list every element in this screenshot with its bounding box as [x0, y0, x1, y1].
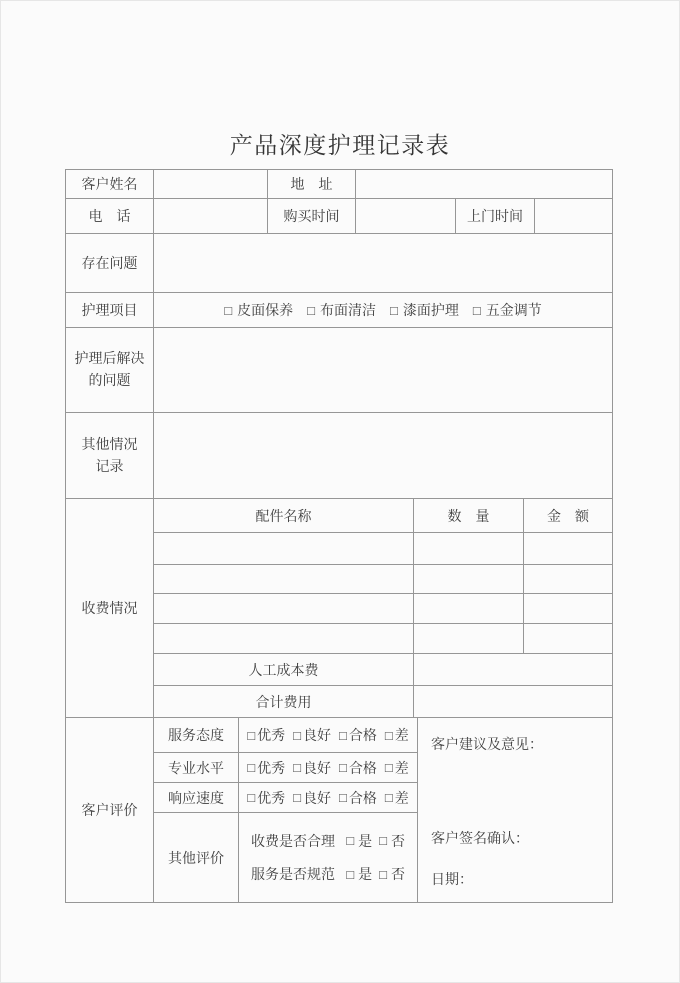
page-title: 产品深度护理记录表	[229, 132, 451, 158]
rating-option-pass[interactable]	[339, 725, 377, 745]
checkbox-icon[interactable]: □	[384, 790, 393, 805]
checkbox-icon[interactable]: □	[346, 866, 355, 882]
checkbox-icon[interactable]: □	[307, 302, 315, 318]
checkbox-icon[interactable]: □	[247, 760, 256, 775]
checkbox-icon[interactable]: □	[390, 302, 398, 318]
charges-subtable	[153, 499, 612, 717]
charges-section-label: 收费情况	[81, 600, 138, 616]
care-option-label: 布面清洁	[320, 302, 376, 318]
after-care-label-line1: 护理后解决	[74, 350, 145, 367]
amount-header: 金 额	[523, 499, 612, 532]
charge-reasonable-options	[339, 831, 405, 851]
care-option-label: 皮面保养	[237, 302, 294, 318]
checkbox-icon[interactable]: □	[293, 727, 301, 743]
rating-option-good[interactable]	[293, 725, 331, 745]
quantity-input[interactable]	[413, 533, 523, 564]
rating-option-label: 优秀	[257, 727, 286, 743]
quantity-header: 数 量	[413, 499, 523, 532]
signature-label: 客户签名确认：	[431, 830, 529, 846]
rating-option-good[interactable]	[293, 758, 331, 778]
accessory-row	[154, 593, 612, 623]
checkbox-icon[interactable]: □	[247, 727, 256, 743]
yes-option[interactable]	[346, 831, 372, 851]
yes-label: 是	[358, 832, 373, 849]
service-attitude-label: 服务态度	[168, 727, 224, 743]
rating-row	[154, 782, 417, 812]
quantity-input[interactable]	[413, 565, 523, 593]
phone-label: 电 话	[88, 208, 131, 224]
after-care-input[interactable]	[153, 328, 612, 412]
no-option[interactable]	[379, 831, 405, 851]
rating-option-label: 合格	[348, 759, 377, 776]
accessory-name-input[interactable]	[154, 624, 413, 653]
after-care-label	[66, 328, 153, 412]
purchase-time-input[interactable]	[355, 199, 455, 233]
checkbox-icon[interactable]: □	[339, 790, 347, 805]
rating-row	[154, 718, 417, 752]
other-records-input[interactable]	[153, 413, 612, 498]
evaluation-section-label: 客户评价	[81, 802, 138, 818]
visit-time-input[interactable]	[534, 199, 612, 233]
labor-cost-input[interactable]	[413, 654, 612, 685]
amount-input[interactable]	[523, 565, 612, 593]
checkbox-icon[interactable]: □	[339, 727, 347, 743]
care-items-label: 护理项目	[81, 302, 138, 318]
service-attitude-options	[238, 718, 417, 752]
yes-label: 是	[358, 866, 373, 883]
checkbox-icon[interactable]: □	[293, 760, 301, 775]
no-label: 否	[391, 866, 405, 883]
rating-option-excellent[interactable]	[247, 758, 285, 778]
total-cost-input[interactable]	[413, 686, 612, 717]
rating-option-label: 差	[394, 759, 409, 776]
checkbox-icon[interactable]: □	[247, 790, 256, 805]
accessory-name-input[interactable]	[154, 594, 413, 623]
address-input[interactable]	[355, 170, 612, 198]
rating-option-label: 良好	[303, 727, 331, 743]
rating-option-label: 差	[394, 789, 409, 806]
after-care-label-line2: 的问题	[88, 372, 131, 388]
amount-input[interactable]	[523, 624, 612, 653]
charge-reasonable-label: 收费是否合理	[251, 832, 335, 849]
no-option[interactable]	[379, 864, 405, 884]
care-option-label: 漆面护理	[402, 302, 459, 318]
checkbox-icon[interactable]: □	[379, 833, 387, 849]
rating-option-poor[interactable]	[385, 725, 409, 745]
rating-option-label: 良好	[303, 759, 331, 776]
checkbox-icon[interactable]: □	[384, 727, 393, 743]
customer-name-input[interactable]	[153, 170, 267, 198]
care-option-leather[interactable]	[224, 300, 293, 320]
other-records-label-line2: 记录	[95, 457, 124, 474]
checkbox-icon[interactable]: □	[472, 302, 481, 318]
suggestions-label: 客户建议及意见：	[431, 736, 543, 752]
record-table	[65, 169, 613, 903]
care-option-label: 五金调节	[485, 302, 542, 318]
professional-level-options	[238, 753, 417, 782]
existing-problems-input[interactable]	[153, 234, 612, 292]
checkbox-icon[interactable]: □	[379, 866, 387, 882]
quantity-input[interactable]	[413, 624, 523, 653]
other-records-label	[66, 413, 153, 498]
amount-input[interactable]	[523, 533, 612, 564]
checkbox-icon[interactable]: □	[339, 760, 347, 775]
care-option-paint[interactable]	[390, 300, 459, 320]
labor-cost-label: 人工成本费	[248, 661, 319, 678]
accessory-name-input[interactable]	[154, 533, 413, 564]
customer-name-label: 客户姓名	[81, 176, 138, 192]
other-evaluation-label: 其他评价	[168, 849, 224, 866]
rating-row	[154, 752, 417, 782]
date-label: 日期：	[431, 871, 473, 887]
accessory-row	[154, 532, 612, 564]
rating-option-poor[interactable]	[385, 758, 409, 778]
care-option-hardware[interactable]	[473, 300, 542, 320]
evaluation-subtable	[153, 718, 417, 902]
other-evaluation-questions	[238, 813, 417, 902]
service-standard-row	[251, 864, 405, 884]
response-speed-label: 响应速度	[168, 789, 224, 806]
rating-option-label: 合格	[348, 789, 377, 806]
rating-option-pass[interactable]	[339, 788, 377, 808]
existing-problems-label: 存在问题	[81, 255, 138, 271]
service-standard-label: 服务是否规范	[251, 866, 335, 883]
rating-option-poor[interactable]	[385, 788, 409, 808]
rating-option-excellent[interactable]	[247, 725, 285, 745]
feedback-cell[interactable]	[417, 718, 612, 902]
charge-reasonable-row	[251, 831, 405, 851]
rating-option-label: 差	[394, 727, 409, 743]
rating-option-label: 优秀	[257, 759, 286, 776]
accessory-row	[154, 564, 612, 593]
purchase-time-label: 购买时间	[267, 199, 355, 233]
response-speed-options	[238, 783, 417, 812]
accessory-name-header: 配件名称	[255, 507, 312, 524]
yes-option[interactable]	[346, 864, 372, 884]
professional-level-label: 专业水平	[168, 759, 224, 776]
checkbox-icon[interactable]: □	[293, 790, 301, 805]
checkbox-icon[interactable]: □	[346, 833, 355, 849]
care-items-options	[153, 293, 612, 327]
amount-input[interactable]	[523, 594, 612, 623]
address-label: 地 址	[267, 170, 355, 198]
accessory-name-input[interactable]	[154, 565, 413, 593]
phone-input[interactable]	[153, 199, 267, 233]
rating-option-good[interactable]	[293, 788, 331, 808]
total-cost-label: 合计费用	[255, 693, 312, 710]
checkbox-icon[interactable]: □	[224, 302, 233, 318]
service-standard-options	[339, 864, 405, 884]
rating-option-label: 优秀	[257, 789, 286, 806]
care-option-fabric[interactable]	[307, 300, 376, 320]
no-label: 否	[391, 832, 405, 849]
rating-option-label: 合格	[348, 727, 377, 743]
checkbox-icon[interactable]: □	[384, 760, 393, 775]
other-records-label-line1: 其他情况	[81, 435, 138, 452]
rating-option-label: 良好	[303, 789, 331, 806]
quantity-input[interactable]	[413, 594, 523, 623]
rating-option-excellent[interactable]	[247, 788, 285, 808]
accessory-row	[154, 623, 612, 653]
visit-time-label: 上门时间	[455, 199, 534, 233]
rating-option-pass[interactable]	[339, 758, 377, 778]
